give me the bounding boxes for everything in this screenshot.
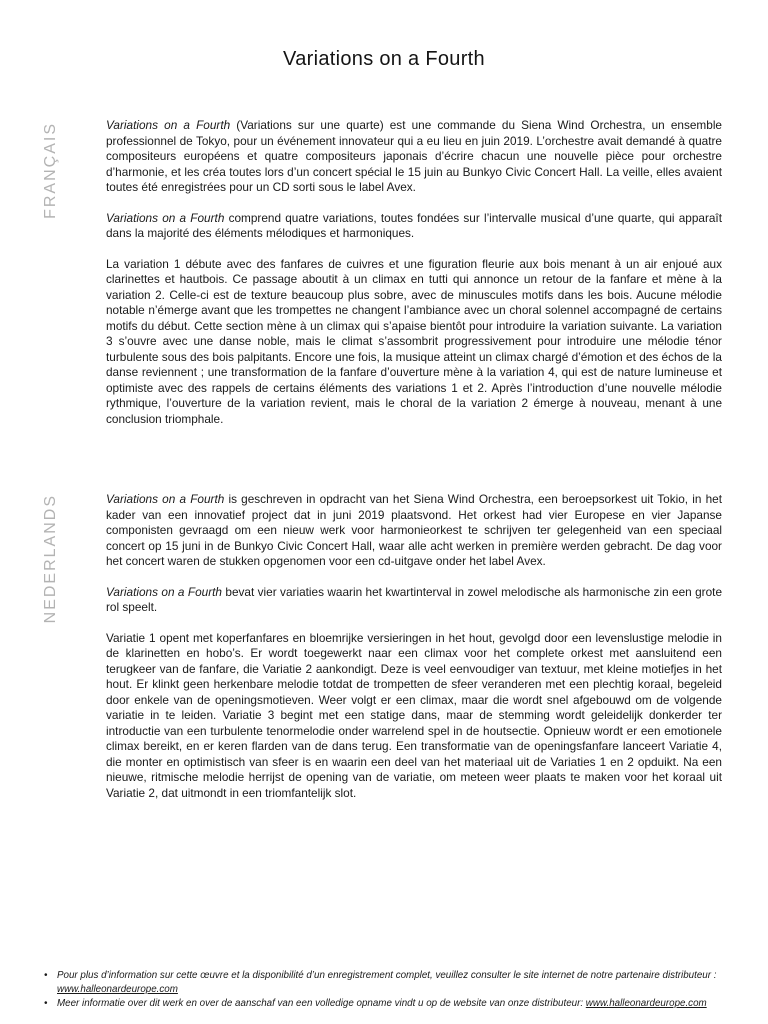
- bullet: •: [44, 998, 48, 1009]
- language-label-francais: FRANÇAIS: [42, 122, 59, 219]
- page-title: Variations on a Fourth: [283, 48, 485, 70]
- language-label-nederlands: NEDERLANDS: [42, 494, 59, 624]
- footnote-french: [44, 969, 736, 996]
- dutch-paragraph-1: [106, 492, 722, 570]
- french-paragraph-3: La variation 1 débute avec des fanfares de cuivres et une figuration fleurie aux bois menant à un air enjoué aux clarinettes et hautbois. Ce passage aboutit à un climax en tutti qui annonce un retour de la fanfare et mène à la variation 2. Celle-ci est de texture beaucoup plus sobre, avec de minuscules motifs dans les bois. Aucune mélodie notable n’émerge avant que les trompettes ne changent l’ambiance avec un choral solennel accompagné de certains motifs du début. Cette section mène à un climax qui s’apaise bientôt pour introduire la variation suivante. La variation 3 s’ouvre avec une danse noble, mais le climat s’assombrit progressivement pour introduire une mélodie ténor turbulente sous des bois palpitants. Encore une fois, la musique atteint un climax chargé d’émotion et des échos de la danse reviennent ; une transformation de la fanfare d’ouverture mène à la variation 4, qui est de nature lumineuse et optimiste avec des rappels de certains éléments des variations 1 et 2. Après l’introduction d’une nouvelle mélodie rythmique, l’ouverture de la variation revient, mais le choral de la variation 2 émerge à nouveau, menant à une conclusion triomphale.: [106, 256, 722, 426]
- french-section: [106, 118, 722, 427]
- paragraph-text: comprend quatre variations, toutes fondées sur l’intervalle musical d’une quarte, qui apparaît dans la majorité des éléments mélodiques et harmoniques.: [106, 210, 722, 240]
- dutch-paragraph-3: Variatie 1 opent met koperfanfares en bloemrijke versieringen in het hout, gevolgd door een levenslustige melodie in de klarinetten en hobo’s. Er wordt toegewerkt naar een climax voor het complete orkest met aansluitend een terugkeer van de fanfare, die Variatie 2 aankondigt. Deze is veel eenvoudiger van textuur, met kleine motiefjes in het hout. Er klinkt geen herkenbare melodie totdat de trompetten de sfeer veranderen met een plechtig koraal, begeleid door enkele van de openingsmotieven. Weer volgt er een climax, maar die wordt snel afgebouwd om de volgende variatie in te leiden. Variatie 3 begint met een statige dans, maar de stemming wordt geleidelijk donkerder ter introductie van een turbulente tenormelodie onder warrelend spel in de houtsectie. Opnieuw wordt er een emotionele climax bereikt, en er keren flarden van de dans terug. Een transformatie van de openingsfanfare lanceert Variatie 4, die monter en optimistisch van sfeer is en waarin een deel van het materiaal uit de Variaties 1 en 2 opduikt. Na een nieuwe, ritmische melodie herrijst de opening van de variatie, om meteen weer plaats te maken voor het koraal uit Variatie 2, dat uitmondt in een triomfantelijk slot.: [106, 630, 722, 800]
- bullet: •: [44, 970, 48, 981]
- french-paragraph-2: [106, 211, 722, 242]
- work-title-italic: Variations on a Fourth: [106, 492, 225, 506]
- paragraph-text: bevat vier variaties waarin het kwartinterval in zowel melodische als harmonische zin een grote rol speelt.: [106, 584, 722, 614]
- dutch-section: [106, 492, 722, 801]
- dutch-paragraph-2: [106, 585, 722, 616]
- footnote-dutch: [44, 997, 736, 1011]
- footnote-french-text: Pour plus d’information sur cette œuvre et la disponibilité d’un enregistrement complet, veuillez consulter le site internet de notre partenaire distributeur :: [57, 970, 717, 981]
- work-title-italic: Variations on a Fourth: [106, 210, 225, 225]
- distributor-link-french[interactable]: www.halleonardeurope.com: [57, 983, 178, 995]
- footnote-dutch-text: Meer informatie over dit werk en over de aanschaf van een volledige opname vindt u op de website van onze distributeur:: [57, 998, 586, 1009]
- french-paragraph-1: [106, 118, 722, 196]
- work-title-italic: Variations on a Fourth: [106, 118, 231, 132]
- paragraph-text: (Variations sur une quarte) est une commande du Siena Wind Orchestra, un ensemble professionnel de Tokyo, pour un événement innovateur qui a eu lieu en juin 2019. L’orchestre avait demandé à quatre compositeurs européens et quatre compositeurs japonais d’écrire chacun une nouvelle pièce pour orchestre d’harmonie, et les créa toutes lors d’un concert spécial le 15 juin au Bunkyo Civic Concert Hall. La veille, elles avaient toutes été enregistrées pour un CD sorti sous le label Avex.: [106, 118, 722, 194]
- paragraph-text: is geschreven in opdracht van het Siena Wind Orchestra, een beroepsorkest uit Tokio, in het kader van een innovatief project dat in juni 2019 plaatsvond. Het orkest had vier Europese en vier Japanse componisten gevraagd om een nieuw werk voor harmonieorkest te schrijven ter gelegenheid van een speciaal concert op 15 juni in de Bunkyo Civic Concert Hall, waar alle acht werken in première werden gebracht. De dag voor het concert waren de stukken opgenomen voor een cd-uitgave onder het label Avex.: [106, 492, 722, 568]
- distributor-link-dutch[interactable]: www.halleonardeurope.com: [585, 998, 707, 1009]
- work-title-italic: Variations on a Fourth: [106, 584, 222, 599]
- footnotes: [44, 969, 736, 1011]
